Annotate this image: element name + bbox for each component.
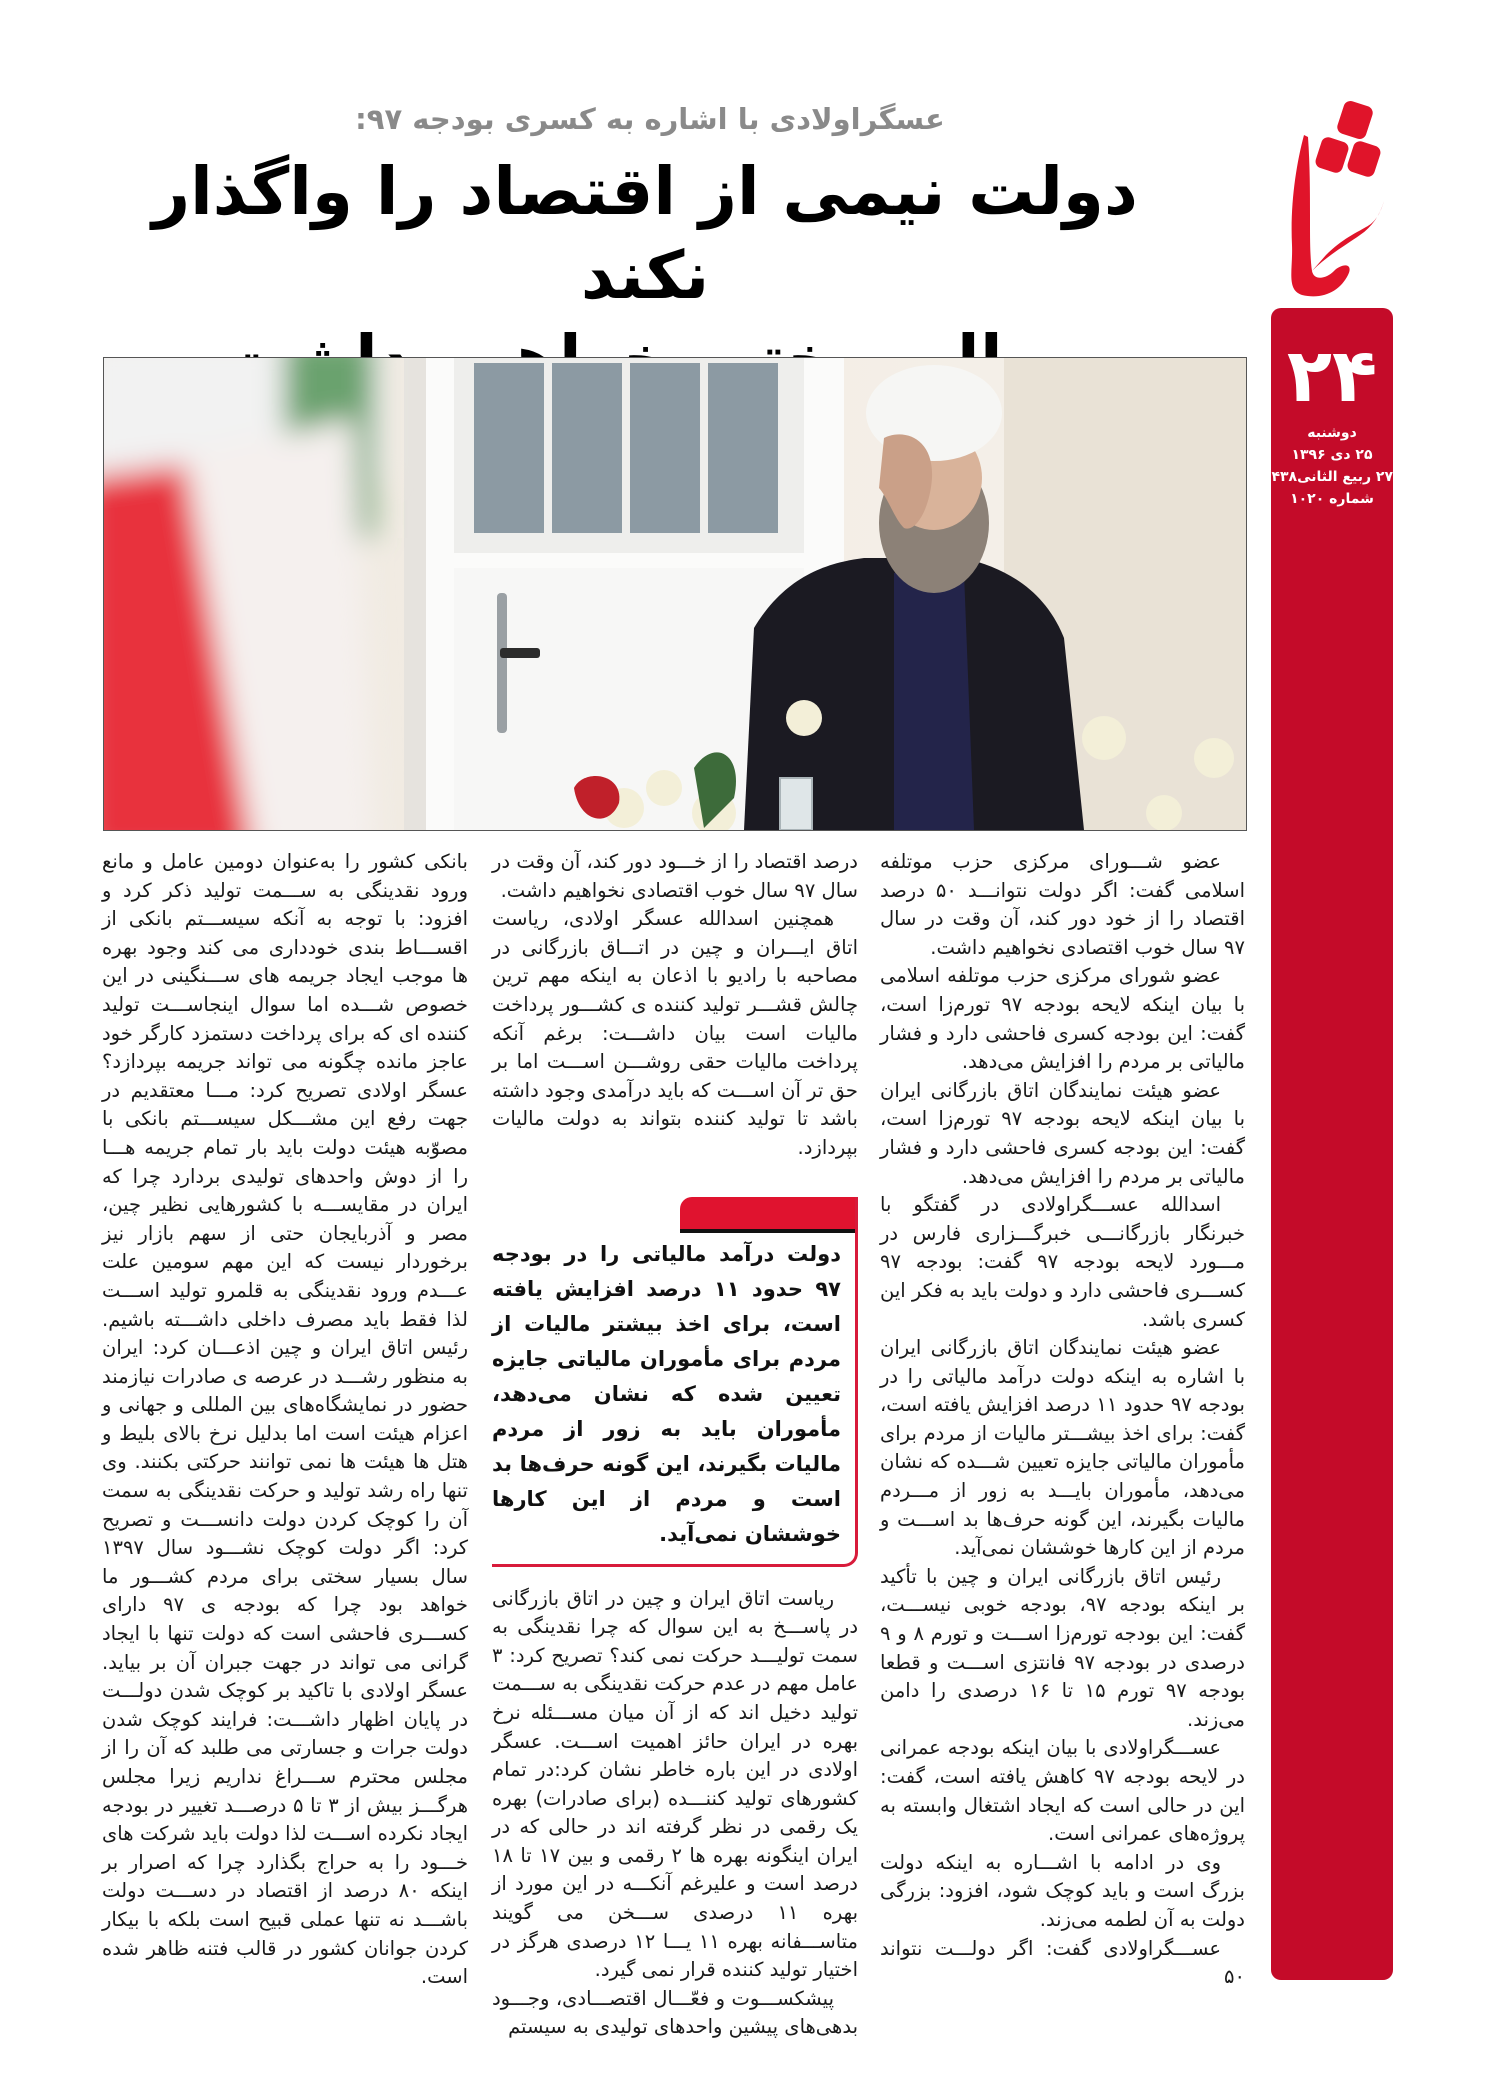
article-column-right [880,848,1245,1992]
paragraph: بانکی کشور را به‌عنوان دومین عامل و مانع ورود نقدینگی به ســـمت تولید ذکر کرد و افزود: با توجه به آنکه سیســـتم بانکی از اقســـاط بندی خودداری می کند وجود بهره ها موجب ایجاد جریمه های ســـنگینی در این خصوص شـــده اما سوال اینجاســـت تولید کننده ای که برای پرداخت دستمزد کارگر خود عاجز مانده چگونه می تواند جریمه بپردازد؟ عسگر اولادی تصریح کرد: مـــا معتقدیم در جهت رفع این مشـــکل سیســـتم بانکی با مصوّبه هیئت دولت باید بار تمام جریمه هـــا را از دوش واحدهای تولیدی بردارد چرا که ایران در مقایســـه با کشورهایی نظیر چین، مصر و آذربایجان حتی از سهم بازار نیز برخوردار نیست که این مهم سومین علت عـــدم ورود نقدینگی به قلمرو تولید اســـت لذا فقط باید مصرف داخلی داشـــته باشیم. رئیس اتاق ایران و چین اذعـــان کرد: ایران به منظور رشـــد در عرصه ی صادرات نیازمند حضور در نمایشگاه‌های بین المللی و جهانی و اعزام هیئت است اما بدلیل نرخ بالای بلیط و هتل ها هیئت ها نمی توانند حرکتی بکنند. وی تنها راه رشد تولید و حرکت نقدینگی به سمت آن را کوچک کردن دولت دانســـت و تصریح کرد: اگر دولت کوچک نشـــود سال ۱۳۹۷ سال بسیار سختی برای مردم کشـــور ما خواهد بود چرا که بودجه ی ۹۷ دارای کســـری فاحشی است که دولت تنها با ایجاد گرانی می تواند در جهت جبران آن بر بیاید. عسگر اولادی با تاکید بر کوچک شدن دولـــت در پایان اظهار داشـــت: فرایند کوچک شدن دولت جرات و جسارتی می طلبد که آن را از مجلس محترم ســـراغ نداریم زیرا مجلس هرگـــز بیش از ۳ تا ۵ درصـــد تغییر در بودجه ایجاد نکرده اســـت لذا دولت باید شرکت های خـــود را به حراج بگذارد چرا که اصرار بر اینکه ۸۰ درصد از اقتصاد در دســـت دولت باشـــد نه تنها عملی قبیح است بلکه با بیکار کردن جوانان کشور در قالب فتنه ظاهر شده است. [102,850,469,1989]
weekday: دوشنبه [1307,425,1357,441]
paragraph: رئیس اتاق بازرگانی ایران و چین با تأکید بر اینکه بودجه ۹۷، بودجه خوبی نیســـت، گفت: این بودجه تورم‌زا اســـت و تورم ۸ و ۹ درصدی در بودجه ۹۷ فانتزی اســـت و قطعا بودجه ۹۷ تورم ۱۵ تا ۱۶ درصدی را دامن می‌زند. [880,1564,1245,1731]
paragraph: وی در ادامه با اشـــاره به اینکه دولت بزرگ است و باید کوچک شود، افزود: بزرگی دولت به آن لطمه می‌زند. [880,1850,1245,1931]
paragraph: عضو هیئت نمایندگان اتاق بازرگانی ایران با اشاره به اینکه دولت درآمد مالیاتی را در بودجه ۹۷ حدود ۱۱ درصد افزایش یافته است، گفت: برای اخذ بیشـــتر مالیات از مردم برای مأموران مالیاتی جایزه تعیین شـــده که نشان می‌دهد، مأموران بایـــد به زور از مـــردم مالیات بگیرند، این گونه حرف‌ها بد اســـت و مردم از این کارها خوششان نمی‌آید. [880,1336,1245,1560]
paragraph: ریاست اتاق ایران و چین در اتاق بازرگانی در پاســـخ به این سوال که چرا نقدینگی به سمت تولیـــد حرکت نمی کند؟ تصریح کرد: ۳ عامل مهم در عدم حرکت نقدینگی به ســـمت تولید دخیل اند که از آن میان مســـئله نرخ بهره در ایران حائز اهمیت اســـت. عسگر اولادی در این باره خاطر نشان کرد:در تمام کشورهای تولید کننـــده (برای صادرات) بهره یک رقمی در نظر گرفته اند در حالی که در ایران اینگونه بهره ها ۲ رقمی و بین ۱۷ تا ۱۸ درصد است و علیرغم آنکـــه در این مورد از بهره ۱۱ درصدی ســـخن می گویند متاســـفانه بهره ۱۱ یـــا ۱۲ درصدی هرگز در اختیار تولید کننده قرار نمی گیرد. [492,1586,858,1982]
pull-quote-accent-band [680,1197,855,1233]
paragraph: درصد اقتصاد را از خـــود دور کند، آن وقت در سال ۹۷ سال خوب اقتصادی نخواهیم داشت. [492,850,858,902]
paragraph: عضو شورای مرکزی حزب موتلفه اسلامی با بیان اینکه لایحه بودجه ۹۷ تورم‌زا است، گفت: این بودجه کسری فاحشی دارد و فشار مالیاتی بر مردم را افزایش می‌دهد. [880,964,1245,1074]
paragraph: عســـگراولادی گفت: اگر دولـــت نتواند ۵۰ [880,1936,1245,1989]
article-photo [104,358,1246,830]
article-column-middle [492,848,858,2042]
paragraph: عضو هیئت نمایندگان اتاق بازرگانی ایران با بیان اینکه لایحه بودجه ۹۷ تورم‌زا است، گفت: این بودجه کسری فاحشی دارد و فشار مالیاتی بر مردم را افزایش می‌دهد. [880,1078,1245,1188]
page-number: ۲۴ [1286,333,1378,419]
paragraph: همچنین اسدالله عسگر اولادی، ریاست اتاق ایـــران و چین در اتـــاق بازرگانی در مصاحبه با رادیو با اذعان به اینکه مهم ترین چالش قشـــر تولید کننده ی کشـــور پرداخت مالیات است بیان داشـــت: برغم آنکه پرداخت مالیات حقی روشـــن اســـت اما بر حق تر آن اســـت که باید درآمدی وجود داشته باشد تا تولید کننده بتواند به دولت مالیات بپردازد. [492,907,858,1159]
issue-meta [1262,422,1393,510]
headline-line-1: دولت نیمی از اقتصاد را واگذار نکند [152,153,1138,314]
pull-quote [492,1197,858,1567]
issue-number: شماره ۱۰۲۰ [1290,491,1374,507]
paragraph: عســـگراولادی با بیان اینکه بودجه عمرانی در لایحه بودجه ۹۷ کاهش یافته است، گفت: این در حالی است که ایجاد اشتغال وابسته به پروژه‌های عمرانی است. [880,1736,1245,1846]
article-kicker: عسگراولادی با اشاره به کسری بودجه ۹۷: [355,102,945,136]
paragraph: پیشکســـوت و فعّـــال اقتصـــادی، وجـــود بدهی‌های پیشین واحدهای تولیدی به سیستم [492,1986,858,2039]
paragraph: عضو شـــورای مرکزی حزب موتلفه اسلامی گفت: اگر دولت نتوانـــد ۵۰ درصد اقتصاد را از خود دور کند، آن وقت در سال ۹۷ سال خوب اقتصادی نخواهیم داشت. [880,850,1246,959]
date-lunar: ۲۷ ربیع الثانی۱۴۳۸ [1262,469,1393,485]
date-solar: ۲۵ دی ۱۳۹۶ [1291,447,1373,463]
paragraph: اسدالله عســـگراولادی در گفتگو با خبرنگار بازرگانـــی خبرگـــزاری فارس در مـــورد لایحه بودجه ۹۷ گفت: بودجه ۹۷ کســـری فاحشی دارد و دولت باید به فکر این کسری باشد. [880,1193,1246,1331]
issue-sidebar [1262,308,1393,1980]
pull-quote-text: دولت درآمد مالیاتی را در بودجه ۹۷ حدود ۱۱ درصد افزایش یافته است، برای اخذ بیشتر مالیات از مردم برای مأموران مالیاتی جایزه تعیین شده که نشان می‌دهد، مأموران باید به زور از مردم مالیات بگیرند، این گونه حرف‌ها بد است و مردم از این کارها خوششان نمی‌آید. [492,1241,841,1546]
publication-logo-icon [1268,95,1398,305]
article-column-left [102,848,468,1992]
